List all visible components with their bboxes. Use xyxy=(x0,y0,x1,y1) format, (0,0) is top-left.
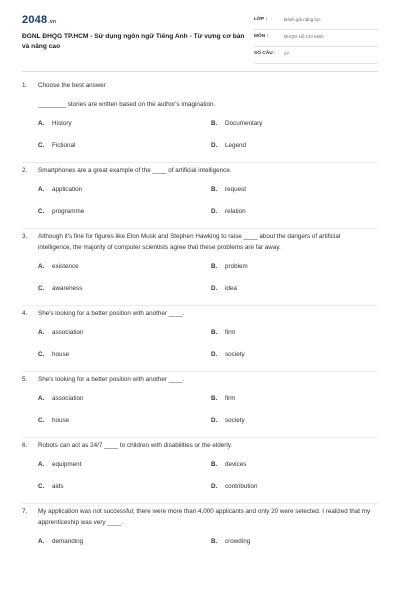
meta-row-subject xyxy=(254,33,378,47)
option-letter: B. xyxy=(211,538,218,545)
option-text: house xyxy=(52,417,70,424)
option-letter: C. xyxy=(38,483,45,490)
option-letter: C. xyxy=(38,285,45,292)
option-b[interactable] xyxy=(211,460,246,470)
option-text: Documentary xyxy=(225,120,263,127)
option-b[interactable] xyxy=(211,262,248,272)
option-text: firm xyxy=(225,329,236,336)
answer-options xyxy=(0,457,400,501)
option-text: existence xyxy=(52,263,79,270)
option-text: History xyxy=(52,120,72,127)
option-letter: D. xyxy=(211,417,218,424)
question-text xyxy=(22,306,372,319)
option-c[interactable] xyxy=(38,350,69,360)
option-text: demanding xyxy=(52,538,84,545)
option-letter: C. xyxy=(38,351,45,358)
question-number: 5. xyxy=(22,376,28,383)
option-d[interactable] xyxy=(211,350,245,360)
option-letter: A. xyxy=(38,461,45,468)
question-text xyxy=(22,504,372,528)
option-letter: B. xyxy=(211,395,218,402)
document-header xyxy=(0,0,400,68)
option-letter: C. xyxy=(38,142,45,149)
option-text: contribution xyxy=(225,483,258,490)
option-letter: D. xyxy=(211,142,218,149)
option-a[interactable] xyxy=(38,262,79,272)
question-text xyxy=(22,78,372,91)
question-body: Robots can act as 24/7 ____ to children with disabilities or the elderly. xyxy=(38,442,233,449)
question-number: 4. xyxy=(22,310,28,317)
option-c[interactable] xyxy=(38,416,69,426)
meta-label: LỚP : xyxy=(254,17,268,22)
option-b[interactable] xyxy=(211,394,236,404)
option-text: application xyxy=(52,186,83,193)
logo-text: 2048 xyxy=(22,14,48,26)
question-2 xyxy=(0,163,400,229)
site-logo[interactable] xyxy=(22,14,56,26)
option-letter: D. xyxy=(211,483,218,490)
option-letter: D. xyxy=(211,208,218,215)
option-d[interactable] xyxy=(211,482,258,492)
option-letter: D. xyxy=(211,285,218,292)
question-4 xyxy=(0,306,400,372)
option-b[interactable] xyxy=(211,119,262,129)
option-letter: B. xyxy=(211,263,218,270)
question-number: 7. xyxy=(22,508,28,515)
option-text: Legend xyxy=(225,142,247,149)
option-text: idea xyxy=(225,285,237,292)
answer-options xyxy=(0,534,400,578)
option-c[interactable] xyxy=(38,482,64,492)
option-letter: A. xyxy=(38,120,45,127)
option-c[interactable] xyxy=(38,207,84,217)
option-a[interactable] xyxy=(38,185,82,195)
option-text: devices xyxy=(225,461,247,468)
question-body: My application was not successful; there were more than 4,000 applicants and only 20 were selected. I realized that my apprenticeship was very ____. xyxy=(38,508,371,526)
question-number: 3. xyxy=(22,233,28,240)
option-text: firm xyxy=(225,395,236,402)
option-text: aids xyxy=(52,483,64,490)
meta-row-count xyxy=(254,50,378,64)
question-body: Smartphones are a great example of the ____ of artificial intelligence. xyxy=(38,167,232,174)
option-b[interactable] xyxy=(211,328,236,338)
option-text: society xyxy=(225,417,245,424)
option-text: Fictional xyxy=(52,142,76,149)
option-letter: B. xyxy=(211,186,218,193)
option-text: equipment xyxy=(52,461,82,468)
option-c[interactable] xyxy=(38,284,82,294)
question-number: 1. xyxy=(22,82,28,89)
option-text: request xyxy=(225,186,247,193)
logo-suffix: .vn xyxy=(48,19,57,25)
meta-label: MÔN : xyxy=(254,34,269,39)
option-a[interactable] xyxy=(38,394,84,404)
option-letter: B. xyxy=(211,120,218,127)
question-number: 6. xyxy=(22,442,28,449)
meta-row-class xyxy=(254,16,378,30)
answer-options xyxy=(0,325,400,369)
question-text xyxy=(22,229,372,253)
question-text xyxy=(22,438,372,451)
option-a[interactable] xyxy=(38,460,81,470)
question-6 xyxy=(0,438,400,504)
meta-value: 27 xyxy=(284,51,290,56)
option-letter: A. xyxy=(38,263,45,270)
option-d[interactable] xyxy=(211,207,246,217)
option-text: crowding xyxy=(225,538,251,545)
question-text xyxy=(22,372,372,385)
question-sentence: ________ stories are written based on the author's imagination. xyxy=(38,101,216,108)
question-body: Although it's fine for figures like Elon Musk and Stephen Hawking to raise ____ about the dangers of artificial intelligence, the majority of computer scientists agree that these problems are far away. xyxy=(38,233,341,251)
option-text: problem xyxy=(225,263,248,270)
answer-options xyxy=(0,259,400,303)
meta-label: SỐ CÂU : xyxy=(254,51,276,56)
option-c[interactable] xyxy=(38,141,75,151)
option-letter: D. xyxy=(211,351,218,358)
option-b[interactable] xyxy=(211,537,250,547)
header-divider xyxy=(22,71,378,72)
question-list xyxy=(0,78,400,578)
question-body: She's looking for a better position with another ____. xyxy=(38,310,185,317)
option-a[interactable] xyxy=(38,328,84,338)
question-text xyxy=(22,163,372,176)
meta-value: ĐHQG Hồ Chí Minh xyxy=(284,34,324,39)
option-letter: A. xyxy=(38,329,45,336)
question-5 xyxy=(0,372,400,438)
question-number: 2. xyxy=(22,167,28,174)
option-text: programme xyxy=(52,208,85,215)
question-3 xyxy=(0,229,400,306)
option-text: relation xyxy=(225,208,246,215)
option-d[interactable] xyxy=(211,284,237,294)
answer-options xyxy=(0,391,400,435)
option-letter: B. xyxy=(211,329,218,336)
answer-options xyxy=(0,182,400,226)
document-title: ĐGNL ĐHQG TP.HCM - Sử dụng ngôn ngữ Tiếng Anh - Từ vựng cơ bản và nâng cao xyxy=(22,33,245,50)
option-text: association xyxy=(52,395,84,402)
option-d[interactable] xyxy=(211,141,246,151)
option-letter: A. xyxy=(38,538,45,545)
question-body: Choose the best answer xyxy=(38,82,106,89)
option-letter: C. xyxy=(38,208,45,215)
question-body: She's looking for a better position with another ____. xyxy=(38,376,185,383)
option-a[interactable] xyxy=(38,119,72,129)
option-text: house xyxy=(52,351,70,358)
option-b[interactable] xyxy=(211,185,246,195)
option-letter: C. xyxy=(38,417,45,424)
option-text: awareness xyxy=(52,285,83,292)
option-letter: A. xyxy=(38,186,45,193)
option-letter: A. xyxy=(38,395,45,402)
option-letter: B. xyxy=(211,461,218,468)
question-1 xyxy=(0,78,400,163)
meta-table xyxy=(254,16,378,67)
option-text: society xyxy=(225,351,245,358)
answer-options xyxy=(0,116,400,160)
question-7 xyxy=(0,504,400,578)
option-text: association xyxy=(52,329,84,336)
option-a[interactable] xyxy=(38,537,83,547)
option-d[interactable] xyxy=(211,416,245,426)
meta-value: Đánh giá năng lực xyxy=(284,17,321,22)
